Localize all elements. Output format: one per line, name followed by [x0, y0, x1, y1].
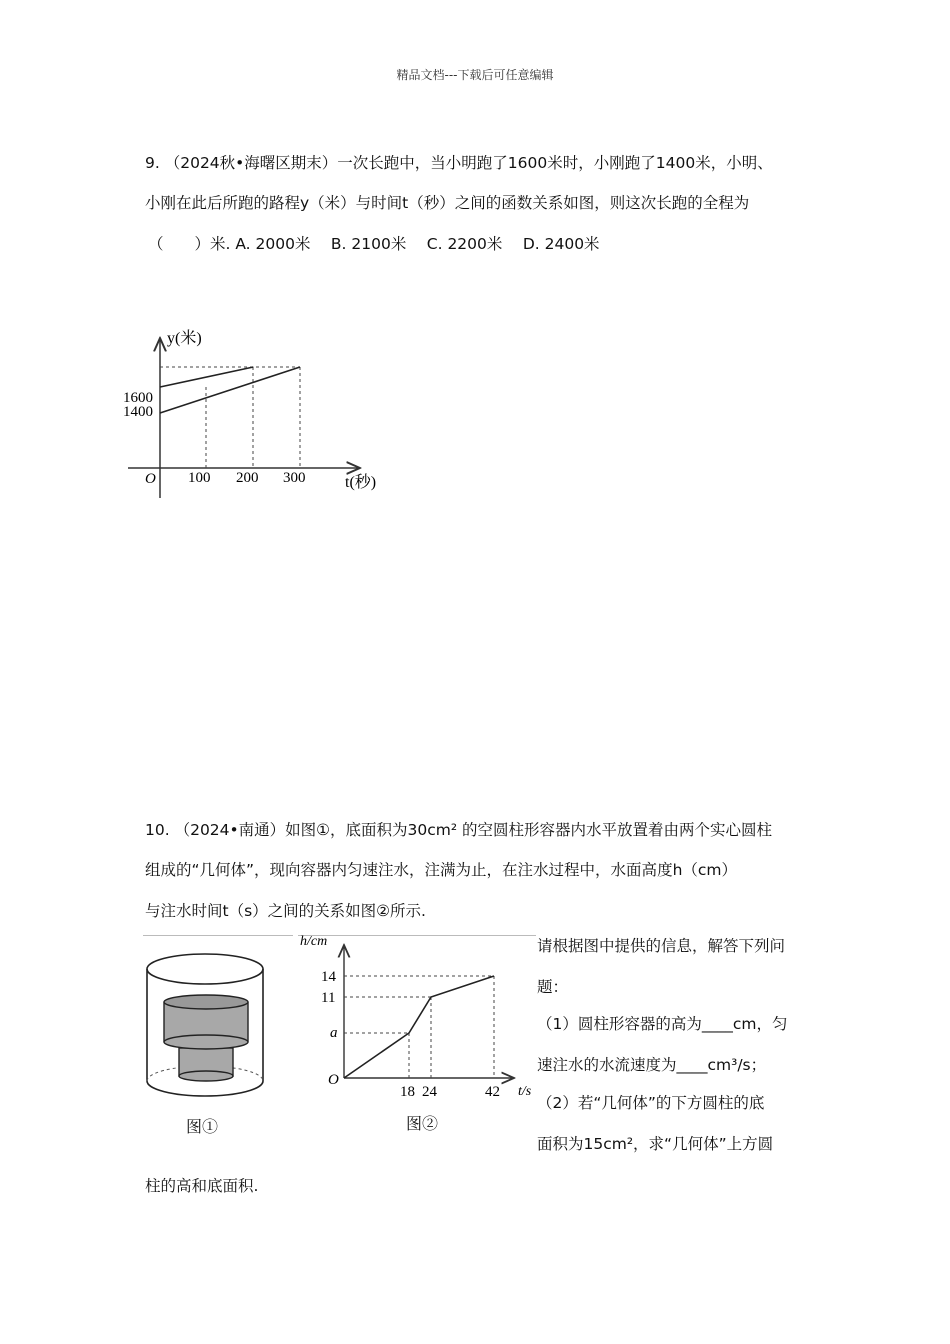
lower-cylinder-base — [179, 1071, 233, 1081]
q9-xtick-200: 200 — [236, 470, 259, 486]
q9-xtick-300: 300 — [283, 470, 306, 486]
q10-side-5: （2）若“几何体”的下方圆柱的底 — [537, 1094, 765, 1112]
q10-side-2: 题： — [537, 978, 569, 996]
container-bottom-front — [147, 1081, 263, 1096]
fig2-xtick-24: 24 — [422, 1084, 437, 1097]
q10-series-line-0 — [344, 976, 494, 1078]
q10-side-1: 请根据图中提供的信息，解答下列问 — [537, 937, 786, 955]
fig2-ylabel: h/cm — [300, 934, 328, 949]
q9-line-2: 小刚在此后所跑的路程y（米）与时间t（秒）之间的函数关系如图，则这次长跑的全程为 — [145, 194, 750, 212]
q10-line-2: 组成的“几何体”，现向容器内匀速注水，注满为止，在注水过程中，水面高度h（cm） — [145, 861, 738, 879]
fig2-origin: O — [328, 1072, 339, 1088]
q9-xlabel: t(秒) — [345, 474, 377, 491]
q9-series-line-1 — [160, 367, 300, 413]
q9-line-3: （ ）米. A. 2000米 B. 2100米 C. 2200米 D. 2400米 — [148, 235, 600, 253]
q9-ylabel: y(米) — [167, 330, 202, 347]
q10-last-line: 柱的高和底面积. — [145, 1177, 259, 1195]
fig2-ytick-11: 11 — [321, 990, 336, 1006]
q10-line-1: 10. （2024•南通）如图①，底面积为30cm² 的空圆柱形容器内水平放置着由两个实心圆柱 — [145, 821, 773, 839]
fig2-ytick-a: a — [330, 1025, 338, 1041]
q9-ytick-1600: 1600 — [123, 390, 153, 406]
q10-side-3: （1）圆柱形容器的高为____cm，匀 — [537, 1015, 788, 1033]
fig2-xtick-42: 42 — [485, 1084, 500, 1097]
fig2-chart — [298, 925, 536, 1097]
upper-cylinder-top — [164, 995, 248, 1009]
fig1-cylinder — [143, 935, 293, 1100]
fig1-caption: 图① — [186, 1117, 219, 1136]
fig2-xlabel: t/s — [518, 1084, 532, 1097]
fig2-caption: 图② — [406, 1114, 439, 1133]
q10-line-3: 与注水时间t（s）之间的关系如图②所示. — [145, 902, 426, 920]
q10-side-6: 面积为15cm²，求“几何体”上方圆 — [537, 1135, 774, 1153]
container-top-rim — [147, 954, 263, 984]
q9-line-1: 9. （2024秋•海曙区期末）一次长跑中，当小明跑了1600米时，小刚跑了1400米，小明、 — [145, 154, 773, 172]
q9-chart — [118, 322, 398, 502]
q9-ytick-1400: 1400 — [123, 404, 153, 420]
fig2-ytick-14: 14 — [321, 969, 336, 985]
q9-origin: O — [145, 471, 156, 487]
fig2-xtick-18: 18 — [400, 1084, 415, 1097]
q10-side-4: 速注水的水流速度为____cm³/s； — [537, 1056, 767, 1074]
upper-cylinder-base — [164, 1035, 248, 1049]
page-header: 精品文档---下载后可任意编辑 — [396, 68, 554, 82]
q9-series-line-0 — [160, 367, 253, 387]
q9-xtick-100: 100 — [188, 470, 211, 486]
